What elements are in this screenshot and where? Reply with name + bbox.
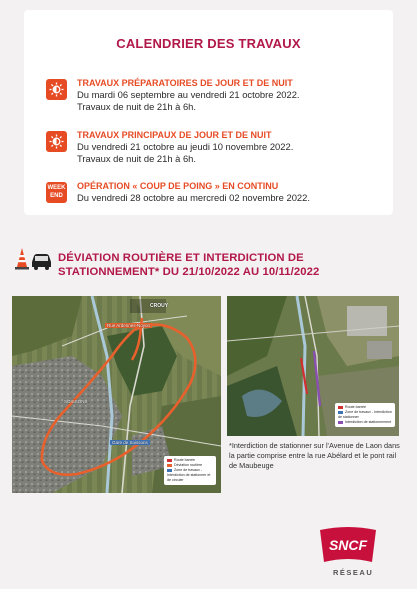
legend-row <box>338 410 392 420</box>
legend-text: Interdiction de stationnement <box>345 420 392 424</box>
parking-ban-map <box>227 296 399 436</box>
legend-text: Route barrée <box>345 405 366 409</box>
parking-ban-note: *Interdiction de stationner sur l'Avenue de Laon dans la partie comprise entre la rue Abélard et le pont rail de Maubeuge <box>229 441 400 470</box>
deviation-map <box>12 296 221 493</box>
map-legend <box>335 403 395 427</box>
week-end-icon-label-week: WEEK <box>47 185 66 191</box>
map-label-soissons: SOISSONS <box>64 399 88 404</box>
phase-hours: Travaux de nuit de 21h à 6h. <box>77 152 197 164</box>
week-end-icon-label-end: END <box>50 193 63 199</box>
map-tag-bottom: Gare de Soissons <box>112 440 148 445</box>
phase-title: OPÉRATION « COUP DE POING » EN CONTINU <box>77 181 279 191</box>
legend-text: Zone de travaux - Interdiction de stationner <box>338 410 392 419</box>
calendar-card <box>24 10 393 215</box>
sncf-logo-text: SNCF <box>328 537 368 553</box>
phase-dates: Du vendredi 21 octobre au jeudi 10 novembre 2022. <box>77 141 294 152</box>
day-night-icon <box>46 131 67 152</box>
legend-swatch <box>167 469 172 472</box>
legend-swatch <box>338 421 343 424</box>
legend-text: Route barrée <box>174 458 195 462</box>
map-legend <box>164 456 216 485</box>
sncf-logo <box>318 524 378 564</box>
phase-dates: Du mardi 06 septembre au vendredi 21 octobre 2022. <box>77 89 300 100</box>
phase-hours: Travaux de nuit de 21h à 6h. <box>77 100 197 112</box>
map-tag-top: Rue Ardennes-Noyon <box>107 323 151 328</box>
phase-title: TRAVAUX PRÉPARATOIRES DE JOUR ET DE NUIT <box>77 78 293 88</box>
cone-car-icon <box>14 245 54 271</box>
calendar-title: CALENDRIER DES TRAVAUX <box>116 36 301 51</box>
map-label-crouy: CROUY <box>150 303 169 309</box>
phase-title: TRAVAUX PRINCIPAUX DE JOUR ET DE NUIT <box>77 130 272 140</box>
sncf-reseau-label: RÉSEAU <box>333 568 374 577</box>
legend-row <box>167 468 213 483</box>
deviation-title-line1: DÉVIATION ROUTIÈRE ET INTERDICTION DE <box>58 252 304 264</box>
legend-swatch <box>338 411 343 414</box>
week-end-icon <box>46 182 67 203</box>
deviation-title <box>58 251 398 279</box>
legend-text: Déviation routière <box>174 463 203 467</box>
legend-swatch <box>167 459 172 462</box>
phase-dates: Du vendredi 28 octobre au mercredi 02 novembre 2022. <box>77 192 310 203</box>
legend-swatch <box>338 406 343 409</box>
legend-row <box>338 420 392 425</box>
legend-text: Zone de travaux - Interdiction de stationner et de circuler <box>167 468 211 482</box>
deviation-title-line2: STATIONNEMENT* DU 21/10/2022 AU 10/11/2022 <box>58 266 320 278</box>
legend-swatch <box>167 464 172 467</box>
day-night-icon <box>46 79 67 100</box>
